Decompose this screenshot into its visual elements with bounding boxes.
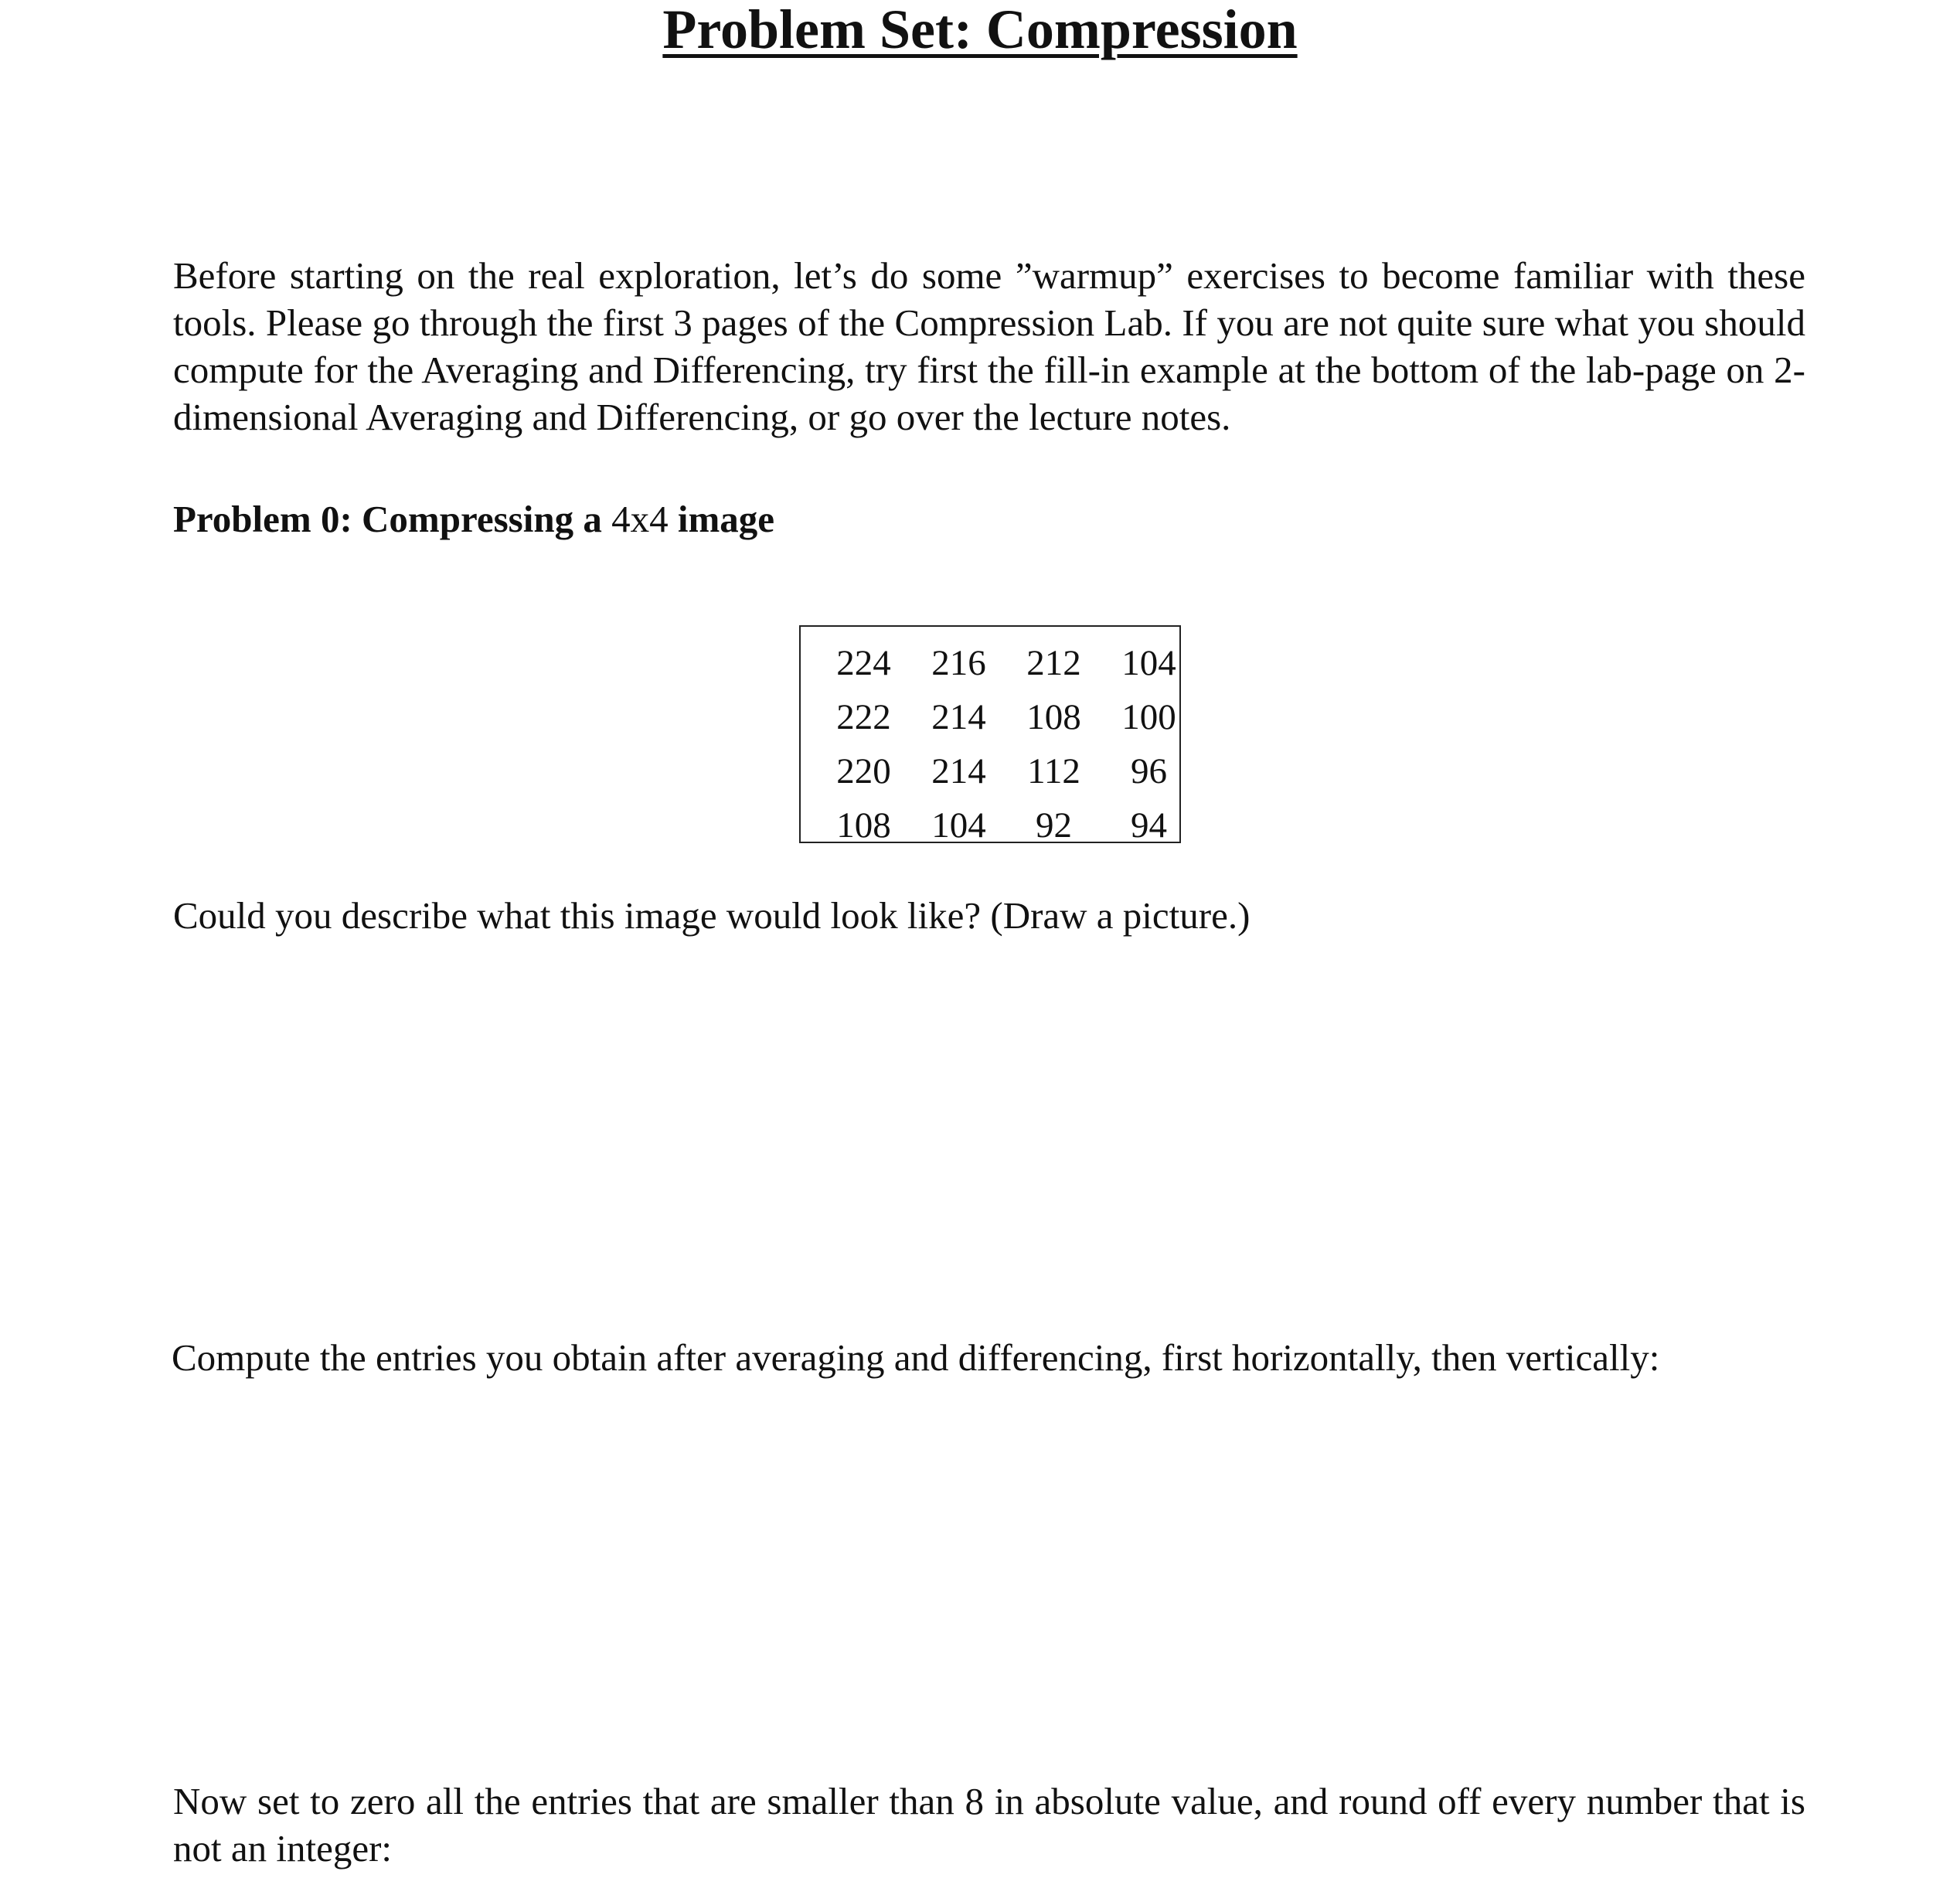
matrix-cell: 112 bbox=[1027, 751, 1080, 791]
page-title bbox=[0, 0, 1960, 63]
matrix-cell: 108 bbox=[1026, 697, 1081, 737]
matrix-cell: 212 bbox=[1026, 643, 1081, 683]
problem-0-heading-size: 4x4 bbox=[611, 498, 669, 540]
matrix-cell: 214 bbox=[931, 751, 986, 791]
matrix-cell: 94 bbox=[1131, 805, 1167, 846]
page-title-text: Problem Set: Compression bbox=[662, 0, 1298, 60]
question-describe-image: Could you describe what this image would look like? (Draw a picture.) bbox=[173, 894, 1251, 937]
question-threshold-round: Now set to zero all the entries that are smaller than 8 in absolute value, and round off every number that is not an integer: bbox=[173, 1780, 1805, 1870]
matrix-cell: 96 bbox=[1131, 751, 1167, 791]
matrix-cell: 214 bbox=[931, 697, 986, 737]
intro-paragraph: Before starting on the real exploration, let’s do some ”warmup” exercises to become familiar with these tools. Please go through the first 3 pages of the Compression Lab. If you are not quite sure what you should compute for the Averaging and Differencing, try first the fill-in example at the bottom of the lab-page on 2-dimensional Averaging and Differencing, or go over the lecture notes. bbox=[173, 254, 1805, 438]
matrix-cell: 220 bbox=[836, 751, 891, 791]
matrix-cell: 108 bbox=[836, 805, 891, 846]
pixel-matrix bbox=[816, 636, 1196, 852]
matrix-cell: 222 bbox=[836, 697, 891, 737]
matrix-cell: 104 bbox=[931, 805, 986, 846]
question-compute-entries: Compute the entries you obtain after averaging and differencing, first horizontally, then vertically: bbox=[172, 1336, 1660, 1379]
matrix-cell: 104 bbox=[1121, 643, 1176, 683]
matrix-cell: 92 bbox=[1036, 805, 1072, 846]
matrix-cell: 216 bbox=[931, 643, 986, 683]
problem-0-heading-part1: Problem 0: Compressing a bbox=[173, 498, 602, 540]
pixel-matrix-box bbox=[799, 625, 1181, 846]
matrix-cell: 224 bbox=[836, 643, 891, 683]
problem-0-heading bbox=[173, 495, 1805, 543]
matrix-cell: 100 bbox=[1121, 697, 1176, 737]
problem-0-heading-part3: image bbox=[677, 498, 775, 540]
